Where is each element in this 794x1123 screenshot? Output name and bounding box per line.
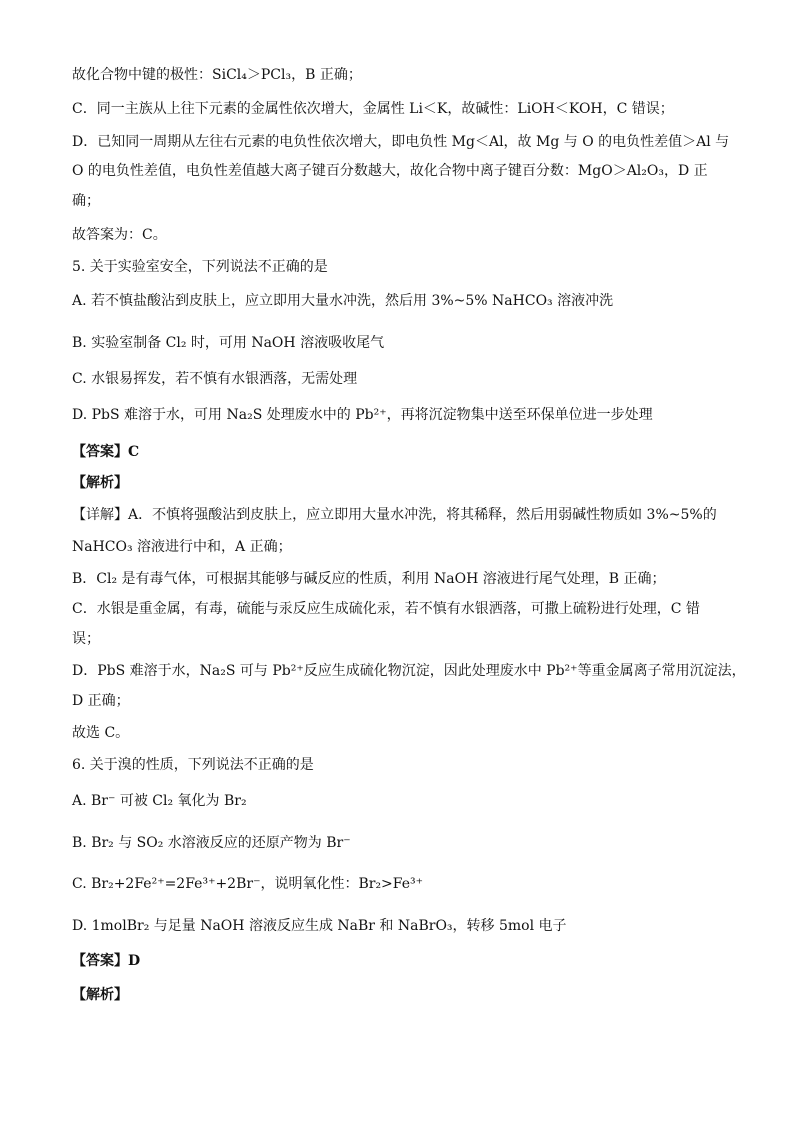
explanation-line: 误； xyxy=(72,631,100,647)
explanation-line: D 正确； xyxy=(72,693,130,709)
question-5-stem: 5. 关于实验室安全，下列说法不正确的是 xyxy=(72,259,328,275)
explanation-line: 【详解】A．不慎将强酸沾到皮肤上，应立即用大量水冲洗，将其稀释，然后用弱碱性物质如 3%~5%的 xyxy=(72,507,717,523)
text-line: 确； xyxy=(72,193,100,209)
question-5-analysis-label: 【解析】 xyxy=(72,475,128,491)
text-line: D．已知同一周期从左往右元素的电负性依次增大，即电负性 Mg＜Al，故 Mg 与 O 的电负性差值＞Al 与 xyxy=(72,134,730,150)
explanation-line: 故选 C。 xyxy=(72,725,130,741)
question-6-answer: 【答案】D xyxy=(72,953,141,969)
question-5-option-d: D. PbS 难溶于水，可用 Na₂S 处理废水中的 Pb²⁺，再将沉淀物集中送至环保单位进一步处理 xyxy=(72,407,653,423)
question-6-stem: 6. 关于溴的性质，下列说法不正确的是 xyxy=(72,757,314,773)
question-6-option-b: B. Br₂ 与 SO₂ 水溶液反应的还原产物为 Br⁻ xyxy=(72,835,351,851)
text-line: O 的电负性差值，电负性差值越大离子键百分数越大，故化合物中离子键百分数：MgO＞Al₂O₃，D 正 xyxy=(72,163,708,179)
question-6-option-a: A. Br⁻ 可被 Cl₂ 氧化为 Br₂ xyxy=(72,793,247,809)
question-5-option-b: B. 实验室制备 Cl₂ 时，可用 NaOH 溶液吸收尾气 xyxy=(72,335,385,351)
question-6-option-d: D. 1molBr₂ 与足量 NaOH 溶液反应生成 NaBr 和 NaBrO₃，转移 5mol 电子 xyxy=(72,918,567,934)
explanation-line: D．PbS 难溶于水，Na₂S 可与 Pb²⁺反应生成硫化物沉淀，因此处理废水中 Pb²⁺等重金属离子常用沉淀法， xyxy=(72,663,746,679)
text-line: 故答案为：C。 xyxy=(72,227,167,243)
question-6-option-c: C. Br₂+2Fe²⁺=2Fe³⁺+2Br⁻，说明氧化性：Br₂>Fe³⁺ xyxy=(72,876,424,892)
question-5-option-c: C. 水银易挥发，若不慎有水银洒落，无需处理 xyxy=(72,371,358,387)
explanation-line: C．水银是重金属，有毒，硫能与汞反应生成硫化汞，若不慎有水银洒落，可撒上硫粉进行处理，C 错 xyxy=(72,601,700,617)
question-5-option-a: A. 若不慎盐酸沾到皮肤上，应立即用大量水冲洗，然后用 3%~5% NaHCO₃ 溶液冲洗 xyxy=(72,293,614,309)
explanation-line: NaHCO₃ 溶液进行中和，A 正确； xyxy=(72,539,292,555)
text-line: C．同一主族从上往下元素的金属性依次增大，金属性 Li＜K，故碱性：LiOH＜KOH，C 错误； xyxy=(72,101,674,117)
text-line: 故化合物中键的极性：SiCl₄＞PCl₃，B 正确； xyxy=(72,67,362,83)
question-5-answer: 【答案】C xyxy=(72,444,140,460)
explanation-line: B．Cl₂ 是有毒气体，可根据其能够与碱反应的性质，利用 NaOH 溶液进行尾气处理，B 正确； xyxy=(72,571,666,587)
question-6-analysis-label: 【解析】 xyxy=(72,987,128,1003)
